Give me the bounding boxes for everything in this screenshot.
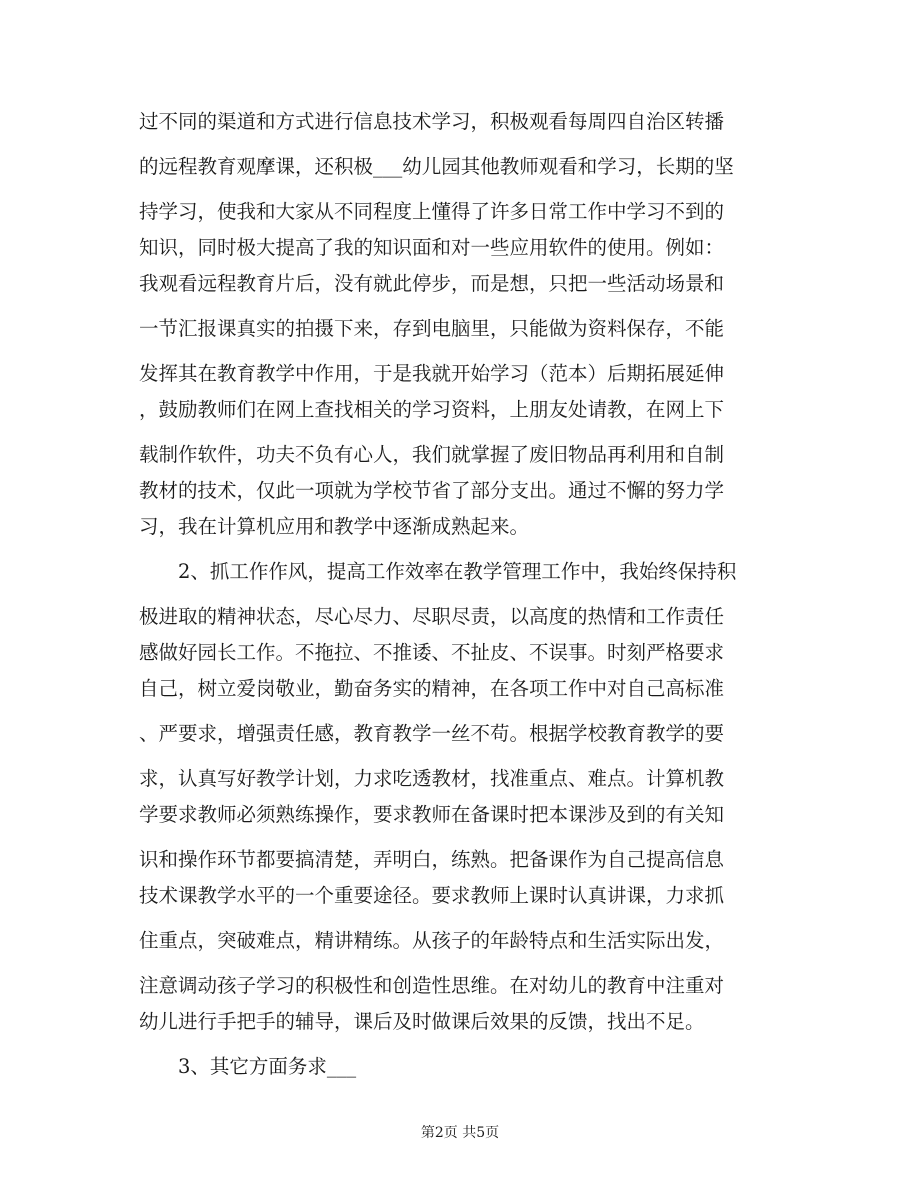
text-line: 技术课教学水平的一个重要途径。要求教师上课时认真讲课，力求抓 bbox=[139, 884, 725, 907]
text-line: 极进取的精神状态，尽心尽力、尽职尽责，以高度的热情和工作责任 bbox=[139, 605, 725, 628]
text-line: 的远程教育观摩课，还积极___幼儿园其他教师观看和学习，长期的坚 bbox=[139, 155, 734, 178]
page-number-footer: 第2页 共5页 bbox=[420, 1125, 500, 1141]
text-line: 知识，同时极大提高了我的知识面和对一些应用软件的使用。例如： bbox=[139, 236, 725, 259]
text-line: 注意调动孩子学习的积极性和创造性思维。在对幼儿的教育中注重对 bbox=[139, 974, 725, 997]
text-line: 习，我在计算机应用和教学中逐渐成熟起来。 bbox=[139, 515, 530, 538]
text-line: 发挥其在教育教学中作用，于是我就开始学习（范本）后期拓展延伸 bbox=[139, 362, 725, 385]
text-line: 住重点，突破难点，精讲精练。从孩子的年龄特点和生活实际出发， bbox=[139, 929, 725, 952]
text-line: ，鼓励教师们在网上查找相关的学习资料，上朋友处请教，在网上下 bbox=[139, 398, 725, 421]
text-line: 过不同的渠道和方式进行信息技术学习，积极观看每周四自治区转播 bbox=[139, 110, 725, 133]
text-line: 3、其它方面务求___ bbox=[139, 1055, 357, 1078]
text-line: 识和操作环节都要搞清楚，弄明白，练熟。把备课作为自己提高信息 bbox=[139, 848, 725, 871]
text-line: 幼儿进行手把手的辅导，课后及时做课后效果的反馈，找出不足。 bbox=[139, 1010, 705, 1033]
text-line: 2、抓工作作风，提高工作效率在教学管理工作中，我始终保持积 bbox=[139, 560, 737, 583]
text-line: 求，认真写好教学计划，力求吃透教材，找准重点、难点。计算机教 bbox=[139, 767, 725, 790]
text-line: 持学习，使我和大家从不同程度上懂得了许多日常工作中学习不到的 bbox=[139, 200, 725, 223]
text-line: 载制作软件，功夫不负有心人，我们就掌握了废旧物品再利用和自制 bbox=[139, 443, 725, 466]
text-line: 、严要求，增强责任感，教育教学一丝不苟。根据学校教育教学的要 bbox=[139, 722, 725, 745]
text-line: 感做好园长工作。不拖拉、不推诿、不扯皮、不误事。时刻严格要求 bbox=[139, 641, 725, 664]
text-line: 我观看远程教育片后，没有就此停步，而是想，只把一些活动场景和 bbox=[139, 272, 725, 295]
text-line: 一节汇报课真实的拍摄下来，存到电脑里，只能做为资料保存，不能 bbox=[139, 317, 725, 340]
text-line: 教材的技术，仅此一项就为学校节省了部分支出。通过不懈的努力学 bbox=[139, 479, 725, 502]
text-line: 自己，树立爱岗敬业，勤奋务实的精神，在各项工作中对自己高标准 bbox=[139, 677, 725, 700]
text-line: 学要求教师必须熟练操作，要求教师在备课时把本课涉及到的有关知 bbox=[139, 803, 725, 826]
